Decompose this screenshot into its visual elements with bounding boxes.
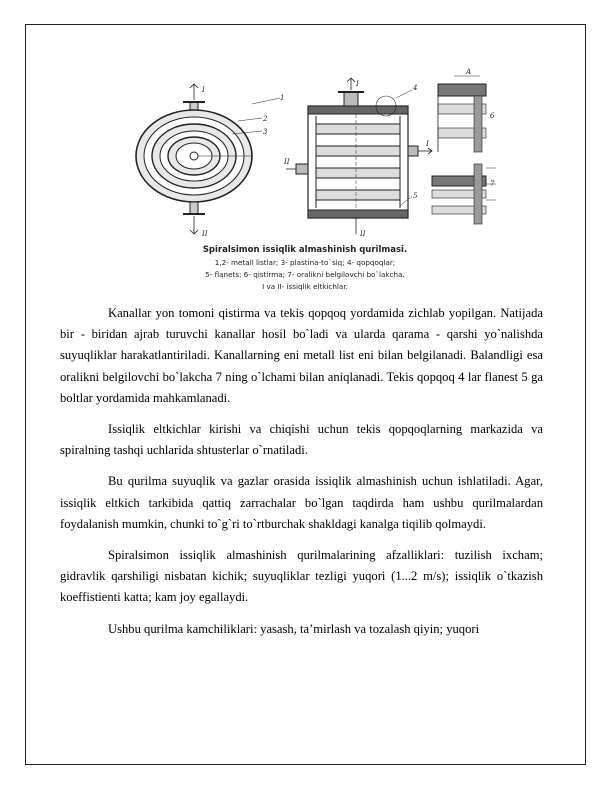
figure-caption-title: Spiralsimon issiqlik almashinish qurilmasi. (202, 245, 408, 255)
figure-caption-line-3: I va II- issiqlik eltkichlar. (262, 282, 348, 291)
figure-caption-line-2: 5- flanets; 6- qistirma; 7- oralikni belgilovchi bo`lakcha. (205, 270, 405, 279)
paragraph-5: Ushbu qurilma kamchiliklari: yasash, ta’mirlash va tozalash qiyin; yuqori (108, 621, 480, 636)
detail-a-view (432, 76, 496, 224)
label-5: 5 (413, 192, 418, 200)
label-left-top: I (202, 86, 205, 94)
body-text (60, 303, 543, 640)
label-mid-bottom: II (360, 230, 366, 238)
paragraph-2: Issiqlik eltkichlar kirishi va chiqishi uchun tekis qopqoqlarning markazida va spiralning tashqi uchlarida shtusterlar o`rnatiladi. (60, 422, 543, 458)
label-left-bottom: II (202, 230, 208, 238)
figure-caption-line-1: 1,2- metall listlar; 3- plastina-to`siq; 4- qopqoqlar; (214, 258, 396, 267)
spiral-section-view (286, 78, 432, 234)
paragraph-4: Spiralsimon issiqlik almashinish qurilmalarining afzalliklari: tuzilish ixcham; gidravlik qarshiligi nisbatan kichik; suyuqliklar tezligi yuqori (1...2 m/s); issiqlik o`tkazish koeffistienti katta; kam joy egallaydi. (60, 548, 543, 605)
paragraph-3: Bu qurilma suyuqlik va gazlar orasida issiqlik almashinish uchun ishlatiladi. Agar, issiqlik eltkich tarkibida qattiq zarrachalar bo`lgan taqdirda ham ushbu qurilmalardan foydalanish mumkin, chunki to`g`ri to`rtburchak shakldagi kanalga tiqilib qolmaydi. (60, 474, 543, 531)
label-7: 7 (490, 180, 495, 188)
label-mid-left: II (284, 158, 290, 166)
label-2: 2 (263, 115, 268, 123)
label-4: 4 (413, 84, 418, 92)
label-3: 3 (263, 128, 268, 136)
paragraph-1: Kanallar yon tomoni qistirma va tekis qopqoq yordamida zichlab yopilgan. Natijada bir - biridan ajrab turuvchi kanallar hosil bo`ladi va ularda qarama - qarshi yo`nalishda suyuqliklar harakatlantiriladi. Kanallarning eni metall list eni bilan belgilanadi. Balandligi esa oralikni belgilovchi bo`lakcha 7 ning o`lchami bilan aniqlanadi. Tekis qopqoq 4 lar flanest 5 ga boltlar yordamida mahkamlanadi. (60, 306, 543, 405)
label-mid-right: I (426, 140, 429, 148)
label-1: 1 (280, 94, 285, 102)
label-right-top: A (466, 68, 472, 76)
label-mid-top: I (356, 80, 359, 88)
label-6: 6 (490, 112, 495, 120)
spiral-heat-exchanger-figure (120, 66, 500, 244)
spiral-top-view (136, 84, 280, 234)
